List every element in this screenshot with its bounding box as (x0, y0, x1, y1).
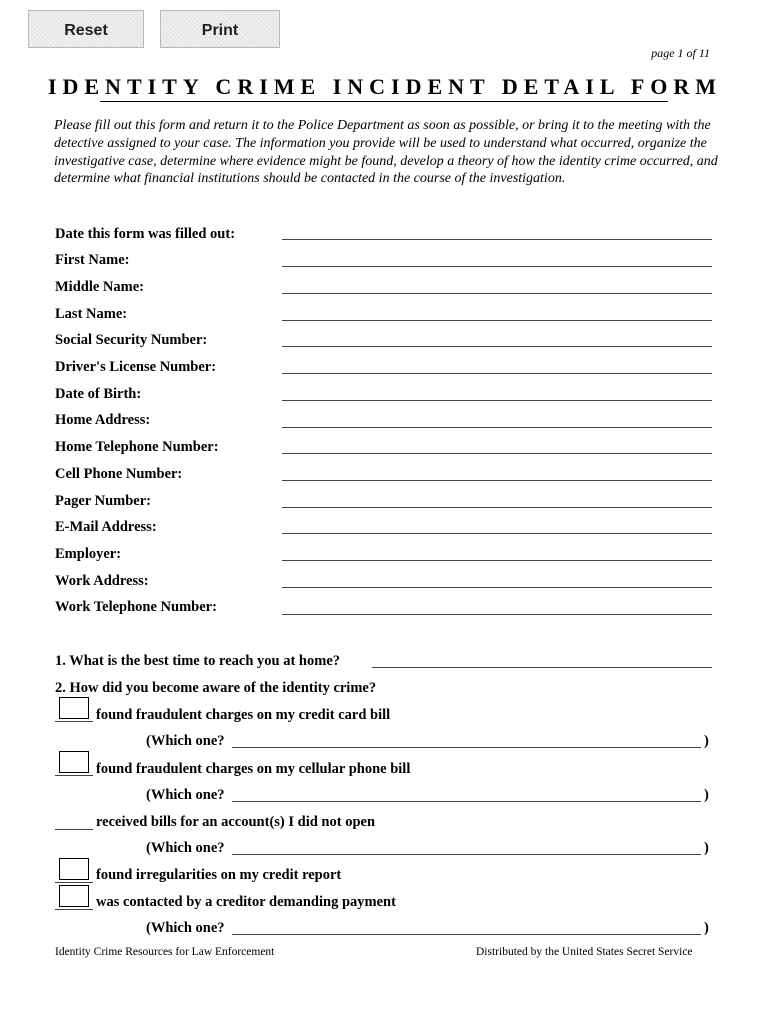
close-paren: ) (704, 920, 709, 936)
page-title: IDENTITY CRIME INCIDENT DETAIL FORM (47, 74, 723, 99)
field-label-middle-name: Middle Name: (55, 279, 144, 295)
field-input-email[interactable] (282, 533, 712, 534)
footer-left: Identity Crime Resources for Law Enforcement (55, 946, 275, 958)
close-paren: ) (704, 840, 709, 856)
field-label-home-address: Home Address: (55, 412, 151, 428)
which-one-label: (Which one? (146, 920, 225, 936)
which-creditor-input[interactable] (232, 934, 701, 935)
field-input-pager[interactable] (282, 507, 712, 508)
footer-right: Distributed by the United States Secret Service (476, 946, 693, 958)
field-label-employer: Employer: (55, 546, 122, 562)
field-input-last-name[interactable] (282, 320, 712, 321)
field-label-cell-phone: Cell Phone Number: (55, 466, 183, 482)
field-label-work-address: Work Address: (55, 573, 149, 589)
field-input-home-address[interactable] (282, 427, 712, 428)
field-input-cell-phone[interactable] (282, 480, 712, 481)
which-unopened-input[interactable] (232, 854, 701, 855)
field-input-date-filled[interactable] (282, 239, 712, 240)
checkbox-underline (55, 721, 93, 722)
checkbox-cellular-charges[interactable] (59, 751, 89, 773)
field-input-drivers-license[interactable] (282, 373, 712, 374)
checkbox-credit-report[interactable] (59, 858, 89, 880)
question-how-aware: 2. How did you become aware of the identity crime? (55, 680, 377, 696)
best-time-input[interactable] (372, 667, 712, 668)
checkbox-credit-card-charges[interactable] (59, 697, 89, 719)
title-underline (100, 101, 668, 102)
intro-paragraph: Please fill out this form and return it to the Police Department as soon as possible, or bring it to the meeting with the detective assigned to your case. The information you provide will be used to understand what occurred, organize the investigative case, determine where evidence might be found, develop a theory of how the identity crime occurred, and determine what financial institutions should be contacted in the course of the investigation. (54, 118, 718, 187)
field-label-date-of-birth: Date of Birth: (55, 386, 142, 402)
which-credit-card-input[interactable] (232, 747, 701, 748)
field-label-pager: Pager Number: (55, 493, 151, 509)
checkbox-creditor-contact[interactable] (59, 885, 89, 907)
option-credit-card-charges: found fraudulent charges on my credit card bill (96, 707, 391, 723)
field-label-date-filled: Date this form was filled out: (55, 226, 236, 242)
checkbox-unopened-accounts[interactable] (55, 829, 93, 830)
field-input-work-address[interactable] (282, 587, 712, 588)
field-input-first-name[interactable] (282, 266, 712, 267)
option-cellular-charges: found fraudulent charges on my cellular phone bill (96, 761, 411, 777)
which-one-label: (Which one? (146, 840, 225, 856)
field-input-date-of-birth[interactable] (282, 400, 712, 401)
question-best-time: 1. What is the best time to reach you at home? (55, 653, 341, 669)
which-one-label: (Which one? (146, 787, 225, 803)
field-label-ssn: Social Security Number: (55, 332, 208, 348)
option-creditor-contact: was contacted by a creditor demanding payment (96, 894, 396, 910)
field-input-ssn[interactable] (282, 346, 712, 347)
which-cellular-input[interactable] (232, 801, 701, 802)
field-label-home-telephone: Home Telephone Number: (55, 439, 219, 455)
field-label-first-name: First Name: (55, 252, 130, 268)
checkbox-underline (55, 909, 93, 910)
print-button[interactable]: Print (160, 10, 280, 48)
page-number: page 1 of 11 (651, 46, 710, 60)
field-label-last-name: Last Name: (55, 306, 128, 322)
reset-button[interactable]: Reset (28, 10, 144, 48)
field-input-work-telephone[interactable] (282, 614, 712, 615)
close-paren: ) (704, 733, 709, 749)
field-label-drivers-license: Driver's License Number: (55, 359, 217, 375)
field-label-email: E-Mail Address: (55, 519, 157, 535)
field-label-work-telephone: Work Telephone Number: (55, 599, 217, 615)
checkbox-underline (55, 882, 93, 883)
close-paren: ) (704, 787, 709, 803)
field-input-middle-name[interactable] (282, 293, 712, 294)
checkbox-underline (55, 775, 93, 776)
option-credit-report: found irregularities on my credit report (96, 867, 342, 883)
which-one-label: (Which one? (146, 733, 225, 749)
option-unopened-accounts: received bills for an account(s) I did not open (96, 814, 376, 830)
field-input-home-telephone[interactable] (282, 453, 712, 454)
field-input-employer[interactable] (282, 560, 712, 561)
